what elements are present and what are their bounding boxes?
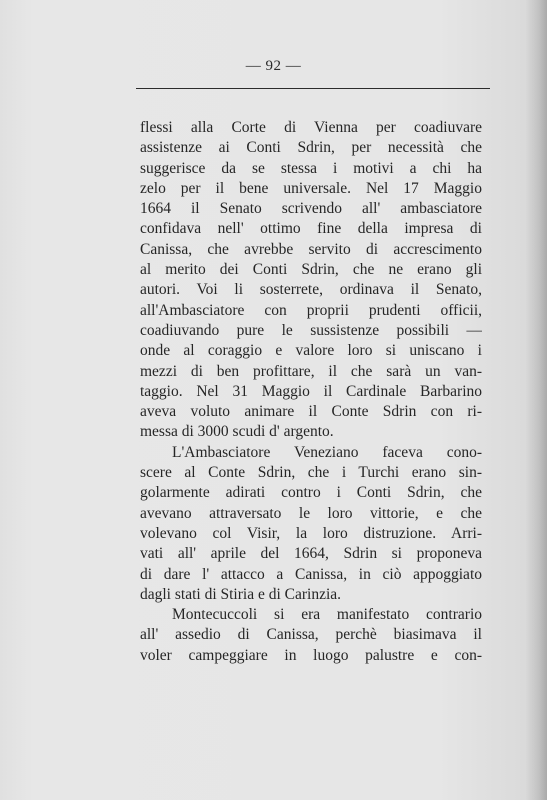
text-line: al merito dei Conti Sdrin, che ne erano gli (140, 261, 482, 279)
text-line: confidava nell' ottimo fine della impresa di (140, 220, 482, 238)
text-line: di dare l' attacco a Canissa, in ciò appoggiato (140, 565, 482, 583)
text-line: mezzi di ben profittare, il che sarà un van- (140, 362, 482, 380)
text-line: voler campeggiare in luogo palustre e con- (140, 646, 482, 664)
text-line: coadiuvando pure le sussistenze possibili — (140, 321, 482, 339)
text-line: scere al Conte Sdrin, che i Turchi erano sin- (140, 464, 482, 482)
text-line: aveva voluto animare il Conte Sdrin con ri- (140, 403, 482, 421)
paragraph-start-line: Montecuccoli si era manifestato contrario (172, 606, 482, 624)
body-text (140, 118, 482, 666)
text-line: volevano col Visir, la loro distruzione. Arri- (140, 524, 482, 542)
text-line: all' assedio di Canissa, perchè biasimava il (140, 626, 482, 644)
header-rule (136, 88, 490, 89)
text-line: vati all' aprile del 1664, Sdrin si proponeva (140, 545, 482, 563)
text-line: all'Ambasciatore con proprii prudenti officii, (140, 301, 482, 319)
text-line: 1664 il Senato scrivendo all' ambasciatore (140, 200, 482, 218)
page-number: — 92 — (245, 58, 302, 74)
text-line: golarmente adirati contro i Conti Sdrin, che (140, 484, 482, 502)
text-line: suggerisce da se stessa i motivi a chi ha (140, 159, 482, 177)
paragraph-end-line: messa di 3000 scudi d' argento. (140, 423, 334, 441)
paragraph-end-line: dagli stati di Stiria e di Carinzia. (140, 585, 342, 603)
text-line: Canissa, che avrebbe servito di accrescimento (140, 240, 482, 258)
text-line: flessi alla Corte di Vienna per coadiuvare (140, 119, 482, 136)
paragraph-start-line: L'Ambasciatore Veneziano faceva cono- (172, 443, 482, 461)
text-line: avevano attraversato le loro vittorie, e che (140, 504, 482, 522)
page-edge-shadow (525, 0, 547, 800)
text-line: onde al coraggio e valore loro si uniscano i (140, 342, 482, 360)
text-line: taggio. Nel 31 Maggio il Cardinale Barbarino (140, 382, 482, 400)
text-line: autori. Voi li sosterrete, ordinava il Senato, (140, 281, 482, 299)
text-line: assistenze ai Conti Sdrin, per necessità che (140, 139, 482, 157)
text-line: zelo per il bene universale. Nel 17 Maggio (140, 179, 482, 197)
